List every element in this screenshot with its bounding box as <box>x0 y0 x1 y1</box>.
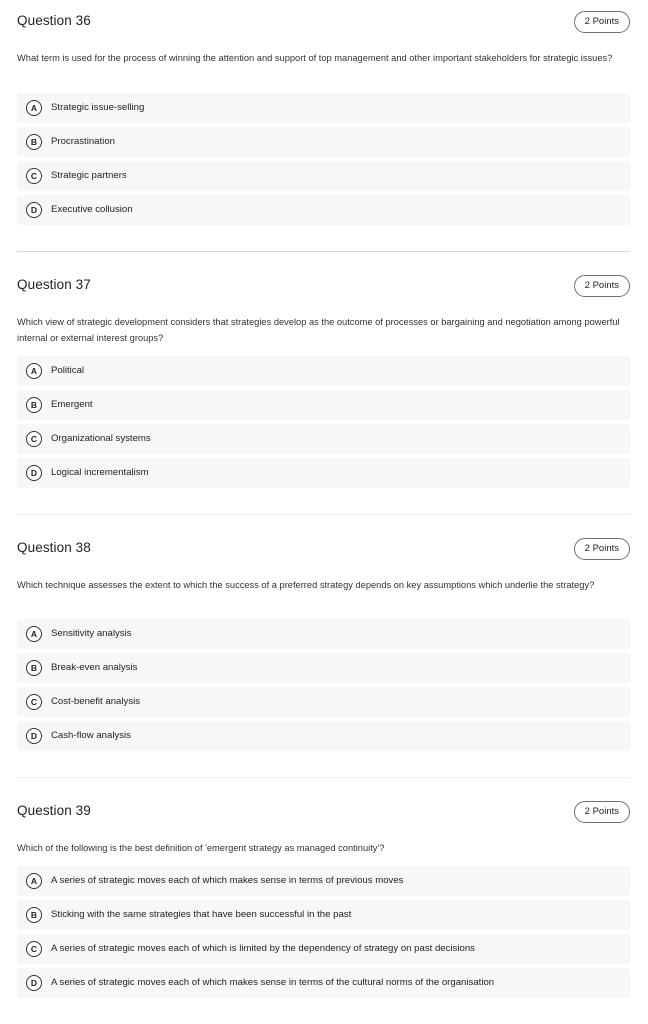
choice-letter-badge: A <box>26 626 42 642</box>
choice-a[interactable] <box>17 93 630 123</box>
choice-letter-badge: D <box>26 975 42 991</box>
choice-label: Sensitivity analysis <box>51 628 132 639</box>
choice-letter-badge: B <box>26 397 42 413</box>
choice-d[interactable] <box>17 721 630 751</box>
choice-letter-badge: B <box>26 907 42 923</box>
choice-label: Logical incrementalism <box>51 467 149 478</box>
choice-label: Strategic partners <box>51 170 127 181</box>
question-text: Which view of strategic development considers that strategies develop as the outcome of processes or bargaining and negotiation among powerful internal or external interest groups? <box>17 317 620 343</box>
question-header <box>17 275 630 299</box>
choice-letter-badge: A <box>26 873 42 889</box>
question-title: Question 39 <box>17 803 91 818</box>
question-text: Which of the following is the best definition of 'emergent strategy as managed continuity'? <box>17 843 385 853</box>
choice-c[interactable] <box>17 161 630 191</box>
choice-d[interactable] <box>17 195 630 225</box>
choice-letter-badge: C <box>26 941 42 957</box>
question-divider <box>17 514 630 515</box>
question-header <box>17 801 630 825</box>
choice-label: Cost-benefit analysis <box>51 696 141 707</box>
choice-letter-badge: C <box>26 168 42 184</box>
points-badge: 2 Points <box>574 11 630 33</box>
question-divider <box>17 777 630 778</box>
choice-label: A series of strategic moves each of which is limited by the dependency of strategy on past decisions <box>51 943 475 954</box>
choice-label: Emergent <box>51 399 93 410</box>
choice-b[interactable] <box>17 900 630 930</box>
choice-label: Organizational systems <box>51 433 151 444</box>
choice-label: Executive collusion <box>51 204 133 215</box>
choice-d[interactable] <box>17 458 630 488</box>
choice-d[interactable] <box>17 968 630 998</box>
points-badge: 2 Points <box>574 275 630 297</box>
question-text: What term is used for the process of winning the attention and support of top management and other important stakeholders for strategic issues? <box>17 53 613 63</box>
choice-label: Cash-flow analysis <box>51 730 131 741</box>
choice-label: Procrastination <box>51 136 115 147</box>
choice-letter-badge: C <box>26 431 42 447</box>
choice-b[interactable] <box>17 127 630 157</box>
question-title: Question 38 <box>17 540 91 555</box>
choice-letter-badge: B <box>26 660 42 676</box>
choice-letter-badge: D <box>26 728 42 744</box>
question-text: Which technique assesses the extent to which the success of a preferred strategy depends on key assumptions which underlie the strategy? <box>17 580 595 590</box>
choice-label: Political <box>51 365 85 376</box>
choice-c[interactable] <box>17 687 630 717</box>
choice-c[interactable] <box>17 934 630 964</box>
question-header <box>17 538 630 562</box>
choice-label: Strategic issue-selling <box>51 102 145 113</box>
question-divider <box>17 251 630 252</box>
choice-a[interactable] <box>17 619 630 649</box>
choice-label: A series of strategic moves each of which makes sense in terms of the cultural norms of the organisation <box>51 977 495 988</box>
choice-letter-badge: A <box>26 363 42 379</box>
choice-label: Break-even analysis <box>51 662 138 673</box>
choice-letter-badge: B <box>26 134 42 150</box>
choice-b[interactable] <box>17 653 630 683</box>
question-title: Question 36 <box>17 13 91 28</box>
choice-letter-badge: D <box>26 465 42 481</box>
choice-a[interactable] <box>17 356 630 386</box>
question-title: Question 37 <box>17 277 91 292</box>
choice-letter-badge: D <box>26 202 42 218</box>
choice-c[interactable] <box>17 424 630 454</box>
choice-letter-badge: C <box>26 694 42 710</box>
points-badge: 2 Points <box>574 801 630 823</box>
choice-letter-badge: A <box>26 100 42 116</box>
choice-label: A series of strategic moves each of which makes sense in terms of previous moves <box>51 875 404 886</box>
choice-label: Sticking with the same strategies that have been successful in the past <box>51 909 352 920</box>
choice-b[interactable] <box>17 390 630 420</box>
choice-a[interactable] <box>17 866 630 896</box>
points-badge: 2 Points <box>574 538 630 560</box>
question-header <box>17 11 630 35</box>
